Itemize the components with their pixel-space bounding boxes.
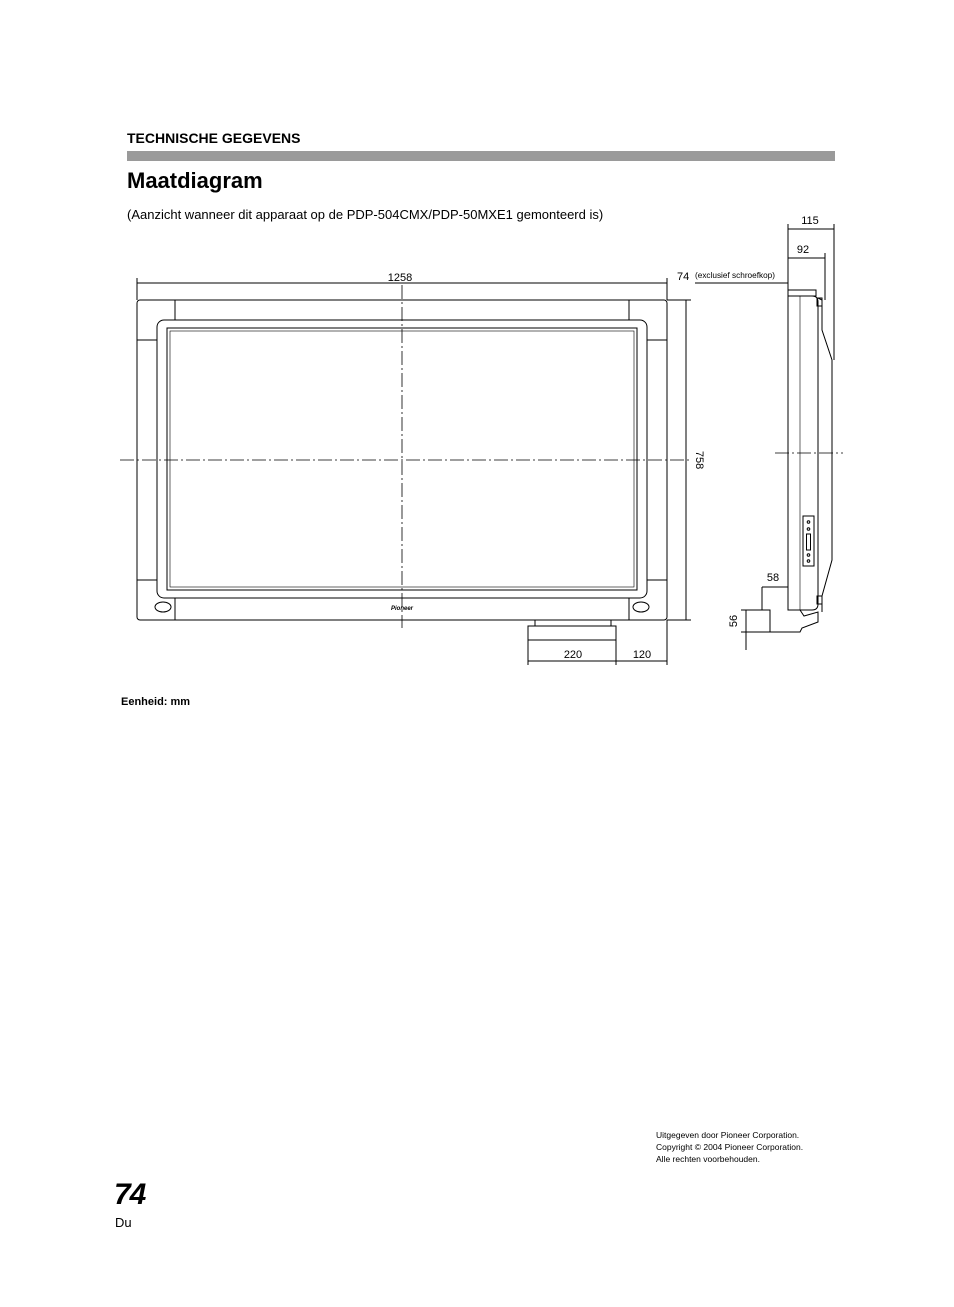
left-oval-icon — [155, 602, 171, 612]
language-code: Du — [115, 1215, 132, 1230]
diagram-caption: (Aanzicht wanneer dit apparaat op de PDP-504CMX/PDP-50MXE1 gemonteerd is) — [127, 207, 604, 222]
stand-base — [528, 626, 616, 640]
unit-label: Eenheid: mm — [121, 696, 191, 708]
dim-width-label: 1258 — [387, 272, 413, 284]
pioneer-logo: Pioneer — [390, 606, 414, 612]
side-control-panel — [803, 516, 814, 566]
publisher-line-2: Copyright © 2004 Pioneer Corporation. — [656, 1142, 804, 1152]
dim-stand-width-label: 220 — [563, 649, 583, 661]
dim-stand-offset-label: 120 — [632, 649, 652, 661]
page-title: Maatdiagram — [127, 168, 263, 193]
front-inner-bezel — [157, 320, 647, 598]
dim-bottom-56-label: 56 — [728, 614, 740, 628]
front-screen — [167, 328, 637, 590]
page-number: 74 — [114, 1178, 146, 1211]
dim-depth-74-label: 74 — [677, 271, 690, 283]
dim-bottom-58-label: 58 — [766, 572, 780, 584]
dim-depth-74-note: (exclusief schroefkop) — [695, 271, 776, 280]
dim-depth-92-label: 92 — [796, 244, 810, 256]
publisher-line-3: Alle rechten voorbehouden. — [656, 1154, 760, 1164]
publisher-notice — [656, 1129, 803, 1165]
front-outer-frame — [137, 300, 667, 620]
side-body — [788, 296, 818, 610]
dim-depth-total-label: 115 — [801, 215, 819, 227]
publisher-line-1: Uitgegeven door Pioneer Corporation. — [656, 1130, 800, 1140]
dim-height-label: 758 — [693, 450, 705, 470]
section-heading: TECHNISCHE GEGEVENS — [127, 130, 301, 146]
section-divider — [127, 151, 835, 161]
right-oval-icon — [633, 602, 649, 612]
